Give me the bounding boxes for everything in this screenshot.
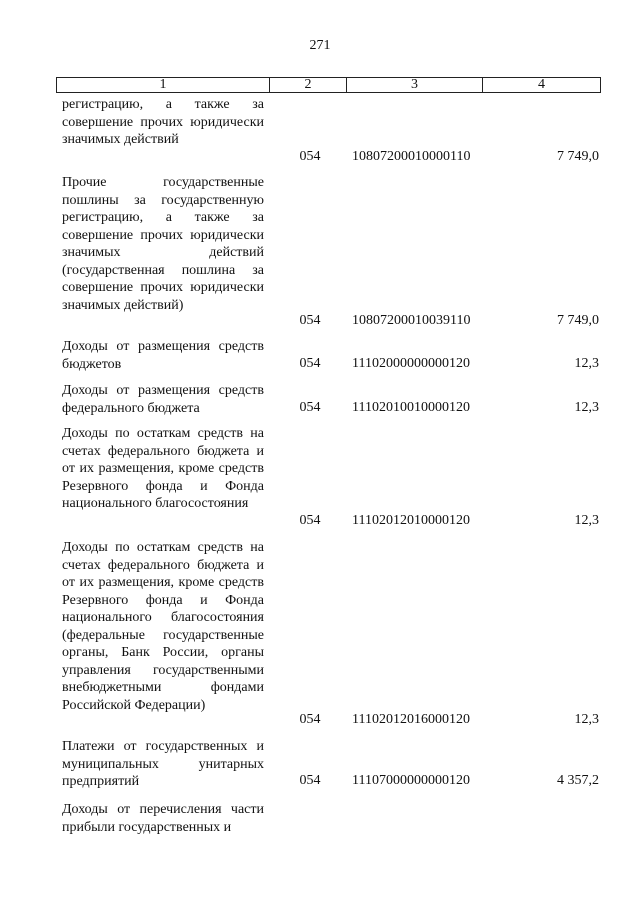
row-admin-code: 054	[299, 149, 321, 164]
row-description: Прочие государственные пошлины за государственную регистрацию, а также за совершение прочих юридически значимых действий (государственная пошлина за совершение прочих юридически значимых действий)	[62, 175, 264, 313]
row-amount: 12,3	[574, 712, 599, 727]
row-budget-code: 11102012010000120	[352, 513, 470, 528]
row-admin-code: 054	[299, 712, 321, 727]
table-header-row	[56, 77, 601, 93]
row-admin-code: 054	[299, 400, 321, 415]
row-description: Доходы от размещения средств федерального бюджета	[62, 383, 264, 416]
row-admin-code: 054	[299, 356, 321, 371]
column-header-1: 1	[57, 78, 270, 92]
row-budget-code: 10807200010039110	[352, 313, 471, 328]
row-admin-code: 054	[299, 313, 321, 328]
row-description: Доходы от размещения средств бюджетов	[62, 339, 264, 372]
column-header-3: 3	[347, 78, 483, 92]
row-budget-code: 11102010010000120	[352, 400, 470, 415]
column-header-2: 2	[270, 78, 347, 92]
row-amount: 7 749,0	[557, 313, 599, 328]
row-amount: 7 749,0	[557, 149, 599, 164]
row-description: Доходы по остаткам средств на счетах федерального бюджета и от их размещения, кроме средств Резервного фонда и Фонда национального благосостояния (федеральные государственные органы, Банк России, органы управления государственными внебюджетными фондами Российской Федерации)	[62, 540, 264, 713]
row-amount: 12,3	[574, 400, 599, 415]
row-budget-code: 10807200010000110	[352, 149, 471, 164]
row-description: регистрацию, а также за совершение прочих юридически значимых действий	[62, 97, 264, 147]
row-description: Платежи от государственных и муниципальных унитарных предприятий	[62, 739, 264, 789]
row-description: Доходы по остаткам средств на счетах федерального бюджета и от их размещения, кроме средств Резервного фонда и Фонда национального благосостояния	[62, 426, 264, 511]
row-amount: 12,3	[574, 513, 599, 528]
row-budget-code: 11107000000000120	[352, 773, 470, 788]
row-amount: 4 357,2	[557, 773, 599, 788]
column-header-4: 4	[538, 77, 545, 92]
row-admin-code: 054	[299, 773, 321, 788]
row-budget-code: 11102012016000120	[352, 712, 470, 727]
page-number: 271	[309, 38, 331, 53]
row-description: Доходы от перечисления части прибыли государственных и	[62, 802, 264, 835]
row-admin-code: 054	[299, 513, 321, 528]
row-amount: 12,3	[574, 356, 599, 371]
row-budget-code: 11102000000000120	[352, 356, 470, 371]
